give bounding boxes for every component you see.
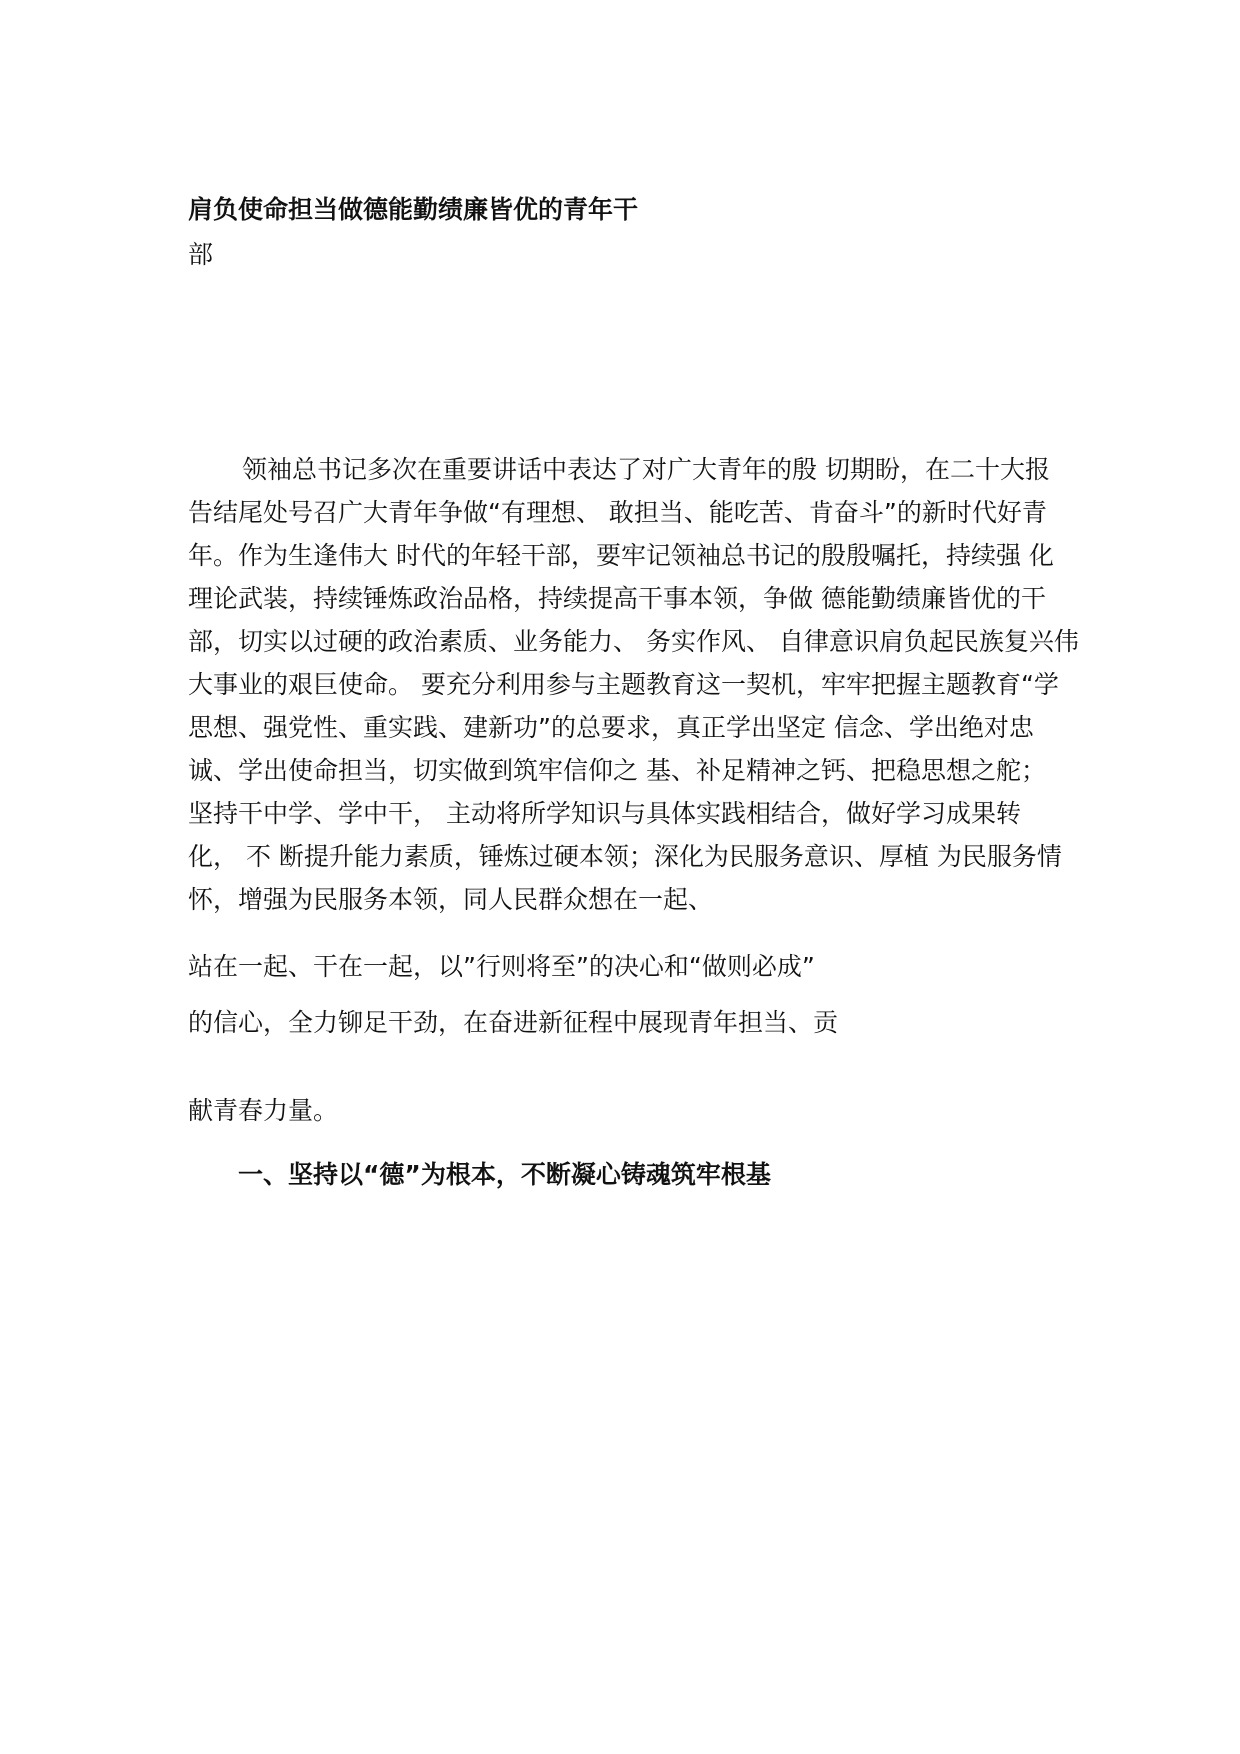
document-title: 肩负使命担当做德能勤绩廉皆优的青年干 [188,195,639,224]
body-paragraph [188,448,1079,921]
body-line: 化， 不 断提升能力素质，锤炼过硬本领；深化为民服务意识、厚植 为民服务情 [188,842,1062,871]
document-title-continuation: 部 [188,240,214,269]
body-line: 部，切实以过硬的政治素质、业务能力、 务实作风、 自律意识肩负起民族复兴伟 [188,627,1079,656]
body-line: 年。作为生逢伟大 时代的年轻干部，要牢记领袖总书记的殷殷嘱托，持续强 化 [188,541,1054,570]
body-line: 怀，增强为民服务本领，同人民群众想在一起、 [188,885,714,914]
body-line: 领袖总书记多次在重要讲话中表达了对广大青年的殷 切期盼，在二十大报 [242,455,1050,484]
body-tail-line: 站在一起、干在一起，以”行则将至”的决心和“做则必成” [188,952,815,981]
body-line: 坚持干中学、学中干， 主动将所学知识与具体实践相结合，做好学习成果转 [188,799,1021,828]
body-tail-line: 的信心，全力铆足干劲，在奋进新征程中展现青年担当、贡 [188,1008,839,1037]
body-tail-line: 献青春力量。 [188,1096,339,1125]
body-line: 思想、强党性、重实践、建新功”的总要求，真正学出坚定 信念、学出绝对忠 [188,713,1034,742]
body-line: 告结尾处号召广大青年争做“有理想、 敢担当、能吃苦、肯奋斗”的新时代好青 [188,498,1047,527]
section-heading: 一、坚持以“德”为根本，不断凝心铸魂筑牢根基 [238,1160,771,1189]
body-line: 理论武装，持续锤炼政治品格，持续提高干事本领，争做 德能勤绩廉皆优的干 [188,584,1046,613]
body-line: 大事业的艰巨使命。 要充分利用参与主题教育这一契机，牢牢把握主题教育“学 [188,670,1059,699]
body-line: 诚、学出使命担当，切实做到筑牢信仰之 基、补足精神之钙、把稳思想之舵； [188,756,1046,785]
